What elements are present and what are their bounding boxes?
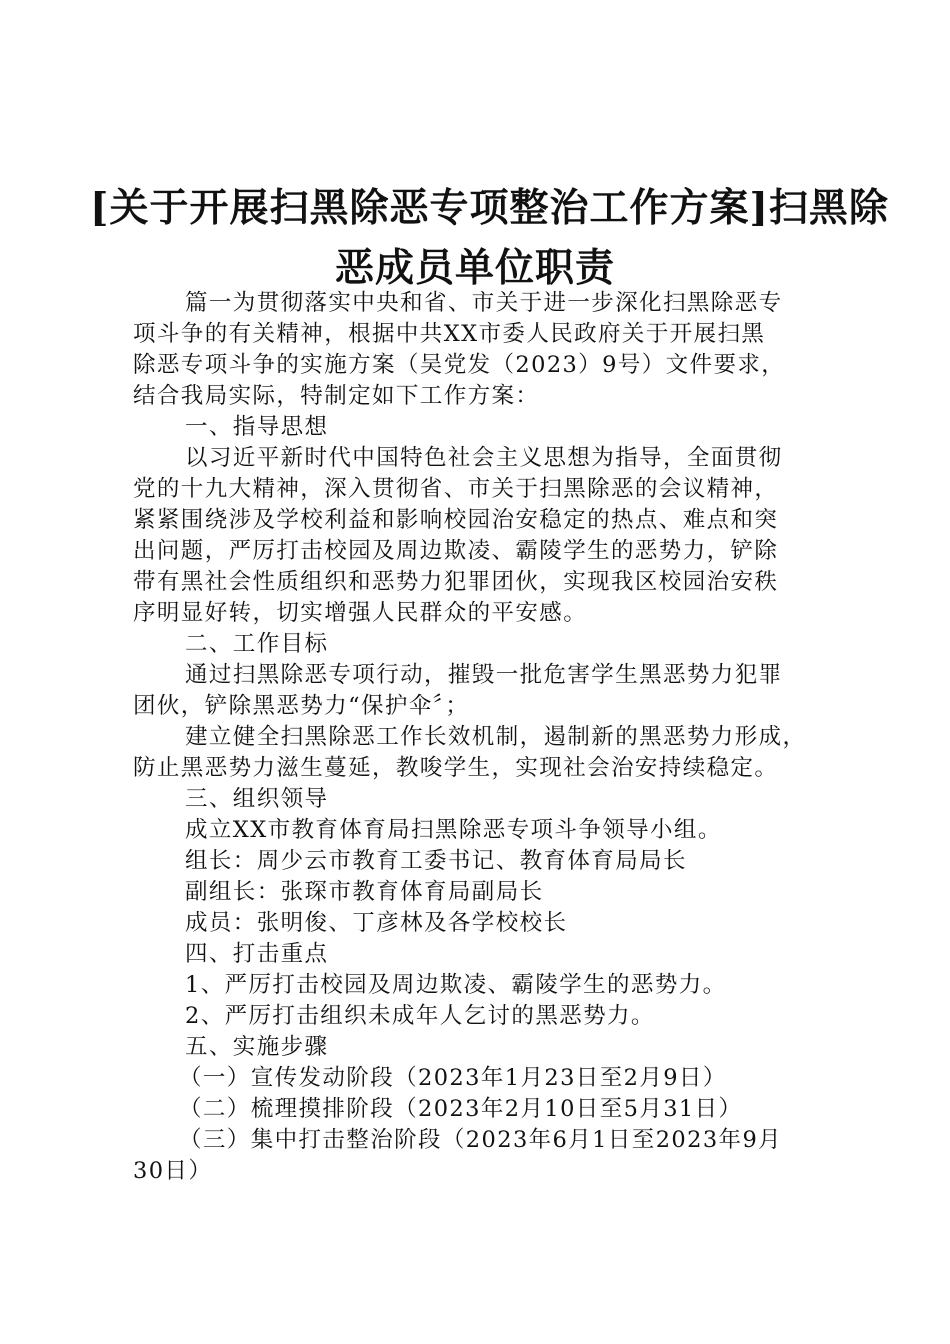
paragraph-line: 结合我局实际，特制定如下工作方案： <box>133 383 540 409</box>
paragraph-line: 成员：张明俊、丁彦林及各学校校长 <box>185 910 568 936</box>
paragraph-line: 出问题，严厉打击校园及周边欺凌、霸陵学生的恶势力，铲除 <box>133 538 779 564</box>
list-item: （三）集中打击整治阶段（2023年6月1日至2023年9月 <box>179 1127 783 1153</box>
paragraph-line: 以习近平新时代中国特色社会主义思想为指导，全面贯彻 <box>185 445 783 471</box>
section-heading: 一、指导思想 <box>185 414 329 440</box>
paragraph-line: 建立健全扫黑除恶工作长效机制，遏制新的黑恶势力形成， <box>185 724 807 750</box>
paragraph-line: 项斗争的有关精神，根据中共XX市委人民政府关于开展扫黑 <box>133 321 766 347</box>
section-heading: 五、实施步骤 <box>185 1034 329 1060</box>
paragraph-line: 通过扫黑除恶专项行动，摧毁一批危害学生黑恶势力犯罪 <box>185 662 783 688</box>
list-item: 1、严厉打击校园及周边欺凌、霸陵学生的恶势力。 <box>185 972 727 998</box>
section-heading: 四、打击重点 <box>185 941 329 967</box>
paragraph-line: 紧紧围绕涉及学校利益和影响校园治安稳定的热点、难点和突 <box>133 507 779 533</box>
paragraph-line: 副组长：张琛市教育体育局副局长 <box>185 879 544 905</box>
document-title-line-1: [关于开展扫黑除恶专项整治工作方案]扫黑除 <box>90 185 889 231</box>
paragraph-line: 防止黑恶势力滋生蔓延，教唆学生，实现社会治安持续稳定。 <box>133 755 779 781</box>
paragraph-line: 带有黑社会性质组织和恶势力犯罪团伙，实现我区校园治安秩 <box>133 569 779 595</box>
paragraph-line: 除恶专项斗争的实施方案（吴党发（2023）9号）文件要求， <box>133 352 786 378</box>
paragraph-line: 成立XX市教育体育局扫黑除恶专项斗争领导小组。 <box>185 817 722 843</box>
paragraph-line: 团伙，铲除黑恶势力“保护伞〞； <box>133 693 470 719</box>
list-item: （一）宣传发动阶段（2023年1月23日至2月9日） <box>179 1065 727 1091</box>
paragraph-line: 党的十九大精神，深入贯彻省、市关于扫黑除恶的会议精神， <box>133 476 779 502</box>
document-title-line-2: 恶成员单位职责 <box>334 245 615 291</box>
paragraph-line: 篇一为贯彻落实中央和省、市关于进一步深化扫黑除恶专 <box>185 290 783 316</box>
list-item: 30日） <box>133 1158 213 1184</box>
document-body <box>133 288 843 1187</box>
list-item: 2、严厉打击组织未成年人乞讨的黑恶势力。 <box>185 1003 655 1029</box>
list-item: （二）梳理摸排阶段（2023年2月10日至5月31日） <box>179 1096 743 1122</box>
paragraph-line: 序明显好转，切实增强人民群众的平安感。 <box>133 600 588 626</box>
section-heading: 三、组织领导 <box>185 786 329 812</box>
paragraph-line: 组长：周少云市教育工委书记、教育体育局局长 <box>185 848 687 874</box>
section-heading: 二、工作目标 <box>185 631 329 657</box>
